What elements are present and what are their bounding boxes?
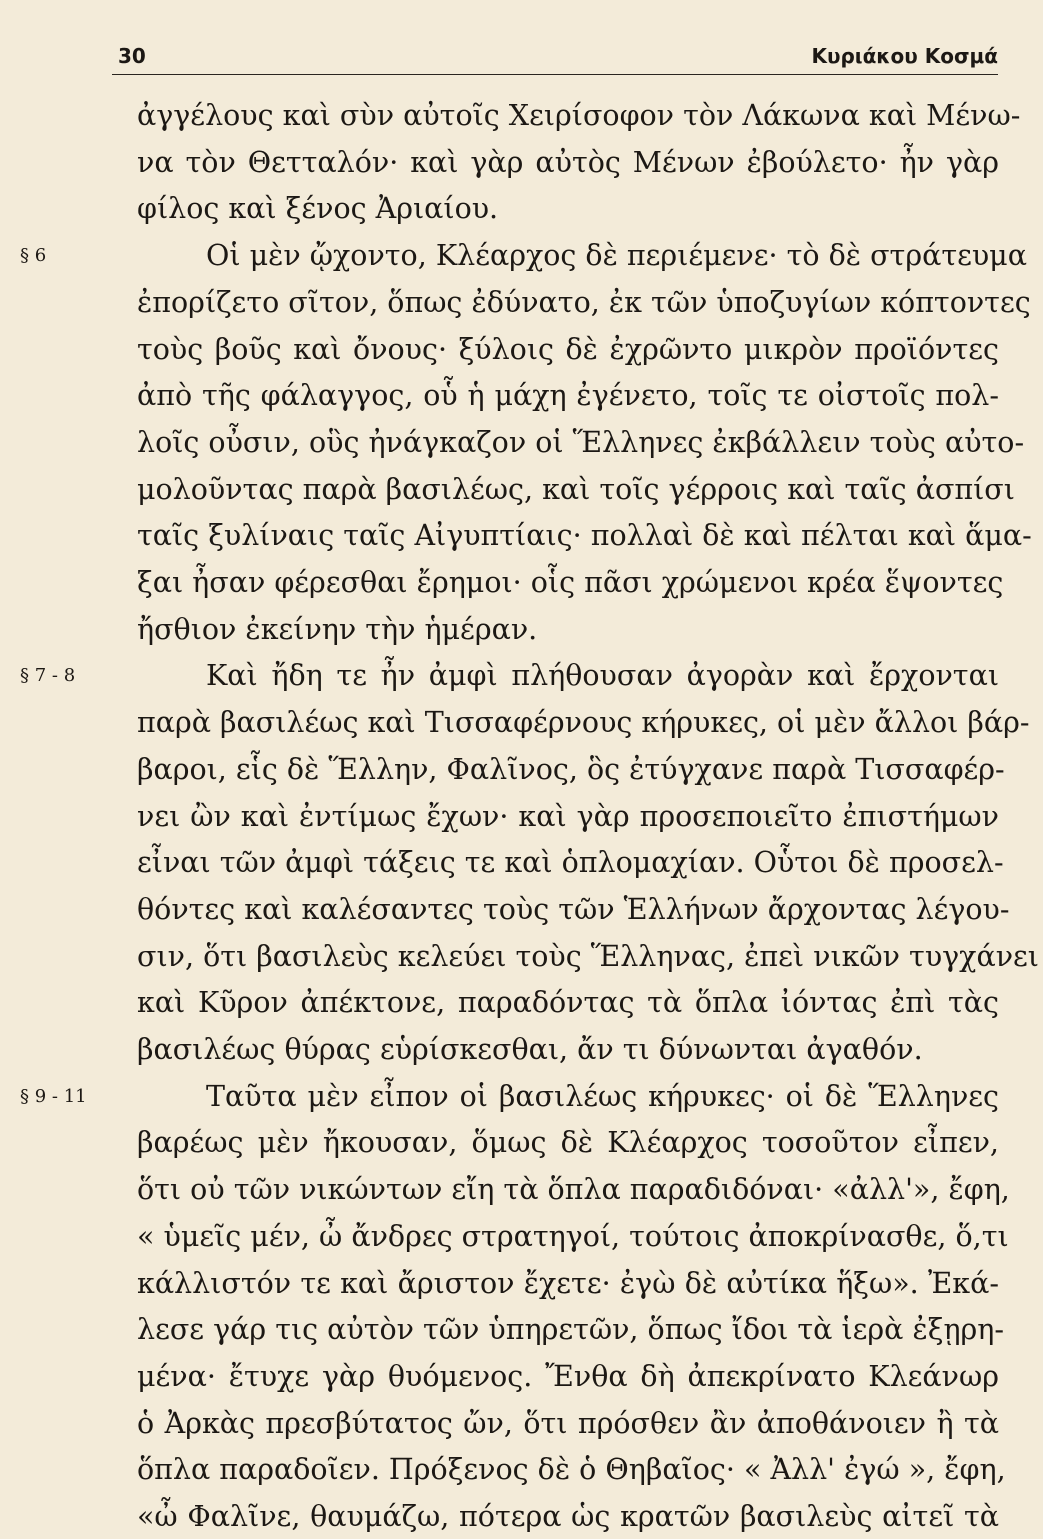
text-line: ξαι ἦσαν φέρεσθαι ἔρημοι· οἷς πᾶσι χρώμενοι κρέα ἕψοντες — [137, 566, 1004, 599]
text-line: Οἱ μὲν ᾤχοντο, Κλέαρχος δὲ περιέμενε· τὸ δὲ στράτευμα — [206, 239, 1027, 272]
text-line: φίλος καὶ ξένος Ἀριαίου. — [137, 192, 499, 225]
text-line: θόντες καὶ καλέσαντες τοὺς τῶν Ἑλλήνων ἄρχοντας λέγου- — [137, 893, 1010, 926]
text-line: βαρέως μὲν ἤκουσαν, ὅμως δὲ Κλέαρχος τοσοῦτον εἶπεν, — [137, 1126, 999, 1159]
text-line: ἐπορίζετο σῖτον, ὅπως ἐδύνατο, ἐκ τῶν ὑποζυγίων κόπτοντες — [137, 286, 1031, 319]
page-number: 30 — [118, 44, 146, 68]
text-line: παρὰ βασιλέως καὶ Τισσαφέρνους κήρυκες, οἱ μὲν ἄλλοι βάρ- — [137, 706, 1030, 739]
text-line: Καὶ ἤδη τε ἦν ἀμφὶ πλήθουσαν ἀγορὰν καὶ ἔρχονται — [206, 659, 999, 692]
text-line: ἀπὸ τῆς φάλαγγος, οὗ ἡ μάχη ἐγένετο, τοῖς τε οἰστοῖς πολ- — [137, 379, 999, 412]
text-line: μένα· ἔτυχε γὰρ θυόμενος. Ἔνθα δὴ ἀπεκρίνατο Κλεάνωρ — [137, 1360, 999, 1393]
section-marker: § 9 - 11 — [20, 1086, 87, 1107]
text-line: λεσε γάρ τις αὐτὸν τῶν ὑπηρετῶν, ὅπως ἴδοι τὰ ἱερὰ ἐξῃρη- — [137, 1313, 1005, 1346]
text-line: « ὑμεῖς μέν, ὦ ἄνδρες στρατηγοί, τούτοις ἀποκρίνασθε, ὅ,τι — [137, 1220, 1009, 1253]
text-line: ἀγγέλους καὶ σὺν αὐτοῖς Χειρίσοφον τὸν Λάκωνα καὶ Μένω- — [137, 99, 1021, 132]
text-line: μολοῦντας παρὰ βασιλέως, καὶ τοῖς γέρροις καὶ ταῖς ἀσπίσι — [137, 473, 1015, 506]
running-title: Κυριάκου Κοσμά — [811, 44, 998, 68]
text-line: να τὸν Θετταλόν· καὶ γὰρ αὐτὸς Μένων ἐβούλετο· ἦν γὰρ — [137, 146, 999, 179]
text-line: βαροι, εἷς δὲ Ἕλλην, Φαλῖνος, ὃς ἐτύγχανε παρὰ Τισσαφέρ- — [137, 753, 1005, 786]
text-line: «ὦ Φαλῖνε, θαυμάζω, πότερα ὡς κρατῶν βασιλεὺς αἰτεῖ τὰ — [137, 1500, 999, 1533]
section-marker: § 7 - 8 — [20, 665, 76, 686]
text-line: ἤσθιον ἐκείνην τὴν ἡμέραν. — [137, 613, 538, 646]
text-line: Ταῦτα μὲν εἶπον οἱ βασιλέως κήρυκες· οἱ δὲ Ἕλληνες — [206, 1080, 999, 1113]
text-line: ὅπλα παραδοῖεν. Πρόξενος δὲ ὁ Θηβαῖος· « Ἀλλ' ἐγώ », ἔφη, — [137, 1453, 1006, 1486]
text-line: τοὺς βοῦς καὶ ὄνους· ξύλοις δὲ ἐχρῶντο μικρὸν προϊόντες — [137, 333, 999, 366]
text-line: εἶναι τῶν ἀμφὶ τάξεις τε καὶ ὁπλομαχίαν. Οὗτοι δὲ προσελ- — [137, 846, 1004, 879]
text-line: κάλλιστόν τε καὶ ἄριστον ἔχετε· ἐγὼ δὲ αὐτίκα ἥξω». Ἐκά- — [137, 1267, 999, 1300]
page-header — [118, 44, 998, 74]
text-line: καὶ Κῦρον ἀπέκτονε, παραδόντας τὰ ὅπλα ἰόντας ἐπὶ τὰς — [137, 986, 999, 1019]
header-rule — [112, 74, 998, 75]
section-marker: § 6 — [20, 245, 47, 266]
text-line: βασιλέως θύρας εὑρίσκεσθαι, ἄν τι δύνωνται ἀγαθόν. — [137, 1033, 923, 1066]
text-line: ὁ Ἀρκὰς πρεσβύτατος ὤν, ὅτι πρόσθεν ἂν ἀποθάνοιεν ἢ τὰ — [137, 1407, 999, 1440]
text-line: ταῖς ξυλίναις ταῖς Αἰγυπτίαις· πολλαὶ δὲ καὶ πέλται καὶ ἅμα- — [137, 519, 1032, 552]
text-line: σιν, ὅτι βασιλεὺς κελεύει τοὺς Ἕλληνας, ἐπεὶ νικῶν τυγχάνει — [137, 940, 1039, 973]
text-line: νει ὢν καὶ ἐντίμως ἔχων· καὶ γὰρ προσεποιεῖτο ἐπιστήμων — [137, 800, 999, 833]
text-line: ὅτι οὐ τῶν νικώντων εἴη τὰ ὅπλα παραδιδόναι· «ἀλλ'», ἔφη, — [137, 1173, 1010, 1206]
text-line: λοῖς οὖσιν, οὓς ἠνάγκαζον οἱ Ἕλληνες ἐκβάλλειν τοὺς αὐτο- — [137, 426, 1025, 459]
